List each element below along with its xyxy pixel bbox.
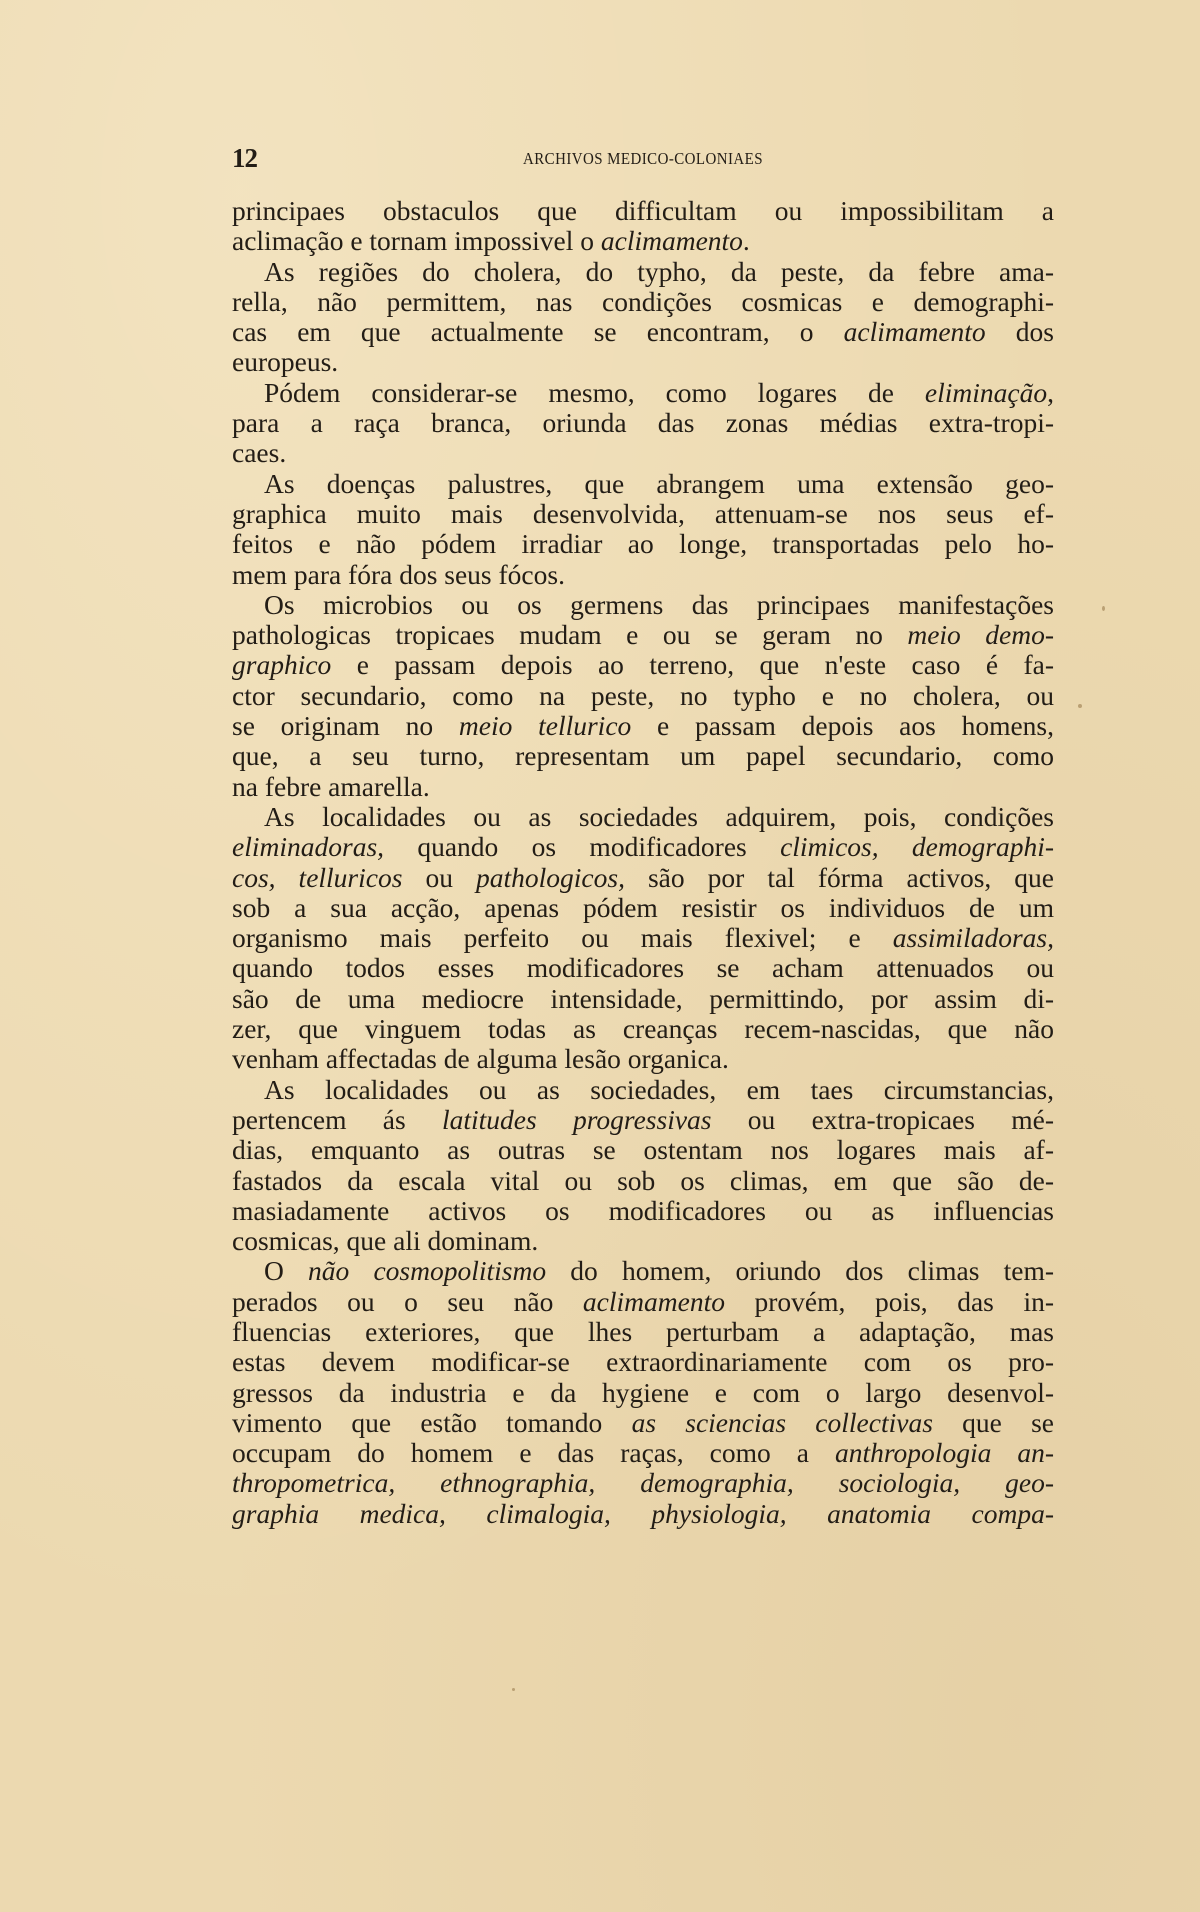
text-line — [232, 1075, 1054, 1105]
italic-text: latitudes progressivas — [441, 1103, 712, 1135]
text-run: As localidades ou as sociedades, em taes circumstancias, — [264, 1073, 1054, 1105]
text-run: . — [742, 225, 750, 257]
text-run: e passam depois ao terreno, que n'este caso é fa- — [331, 649, 1054, 681]
text-line — [232, 438, 1054, 468]
text-line — [232, 1468, 1054, 1498]
italic-text: meio tellurico — [458, 710, 632, 742]
italic-text: assimiladoras, — [892, 922, 1054, 954]
text-line — [232, 1256, 1054, 1286]
running-header — [232, 143, 1054, 173]
text-run: Pódem considerar-se mesmo, como logares de — [264, 376, 925, 408]
journal-title: ARCHIVOS MEDICO-COLONIAES — [523, 149, 763, 168]
text-line — [232, 650, 1054, 680]
italic-text: thropometrica, ethnographia, demographia, sociologia, geo- — [232, 1467, 1054, 1499]
text-line — [232, 802, 1054, 832]
italic-text: anthropologia an- — [834, 1437, 1055, 1469]
text-run: e passam depois aos homens, — [631, 710, 1054, 742]
text-run: caes. — [232, 437, 287, 469]
text-line — [232, 893, 1054, 923]
text-line — [232, 620, 1054, 650]
text-run: pathologicas tropicaes mudam e ou se geram no — [232, 619, 908, 651]
italic-text: aclimamento — [843, 316, 986, 348]
paper-speck — [1078, 704, 1082, 708]
text-line — [232, 378, 1054, 408]
text-run: fluencias exteriores, que lhes perturbam a adaptação, mas — [232, 1315, 1054, 1347]
text-line — [232, 953, 1054, 983]
paper-speck — [1102, 606, 1105, 611]
italic-text: graphia medica, climalogia, physiologia, anatomia compa- — [232, 1497, 1054, 1529]
text-line — [232, 1287, 1054, 1317]
italic-text: aclimamento — [600, 225, 743, 257]
text-run: fastados da escala vital ou sob os climas, em que são de- — [232, 1164, 1054, 1196]
text-run: As localidades ou as sociedades adquirem, pois, condições — [264, 800, 1054, 832]
text-run: occupam do homem e das raças, como a — [232, 1437, 835, 1469]
text-line — [232, 1166, 1054, 1196]
text-run: provém, pois, das in- — [724, 1285, 1054, 1317]
text-line — [232, 741, 1054, 771]
text-line — [232, 984, 1054, 1014]
text-line — [232, 711, 1054, 741]
text-run: zer, que vinguem todas as creanças recem-nascidas, que não — [232, 1013, 1054, 1045]
text-run: cas em que actualmente se encontram, o — [232, 316, 844, 348]
text-run: dos — [985, 316, 1054, 348]
text-run: sob a sua acção, apenas pódem resistir os individuos de um — [232, 891, 1054, 923]
text-run: cosmicas, que ali dominam. — [232, 1225, 539, 1257]
text-run: principaes obstaculos que difficultam ou impossibilitam a — [232, 195, 1054, 226]
text-line — [232, 1347, 1054, 1377]
text-line — [232, 257, 1054, 287]
text-line — [232, 317, 1054, 347]
text-run: do homem, oriundo dos climas tem- — [546, 1255, 1054, 1287]
text-run: , — [1047, 376, 1054, 408]
text-line — [232, 1226, 1054, 1256]
text-run: ctor secundario, como na peste, no typho e no cholera, ou — [232, 679, 1054, 711]
text-line — [232, 1408, 1054, 1438]
text-line — [232, 863, 1054, 893]
text-run: mem para fóra dos seus fócos. — [232, 558, 565, 590]
text-line — [232, 1105, 1054, 1135]
text-line — [232, 1438, 1054, 1468]
text-line — [232, 1317, 1054, 1347]
text-run: para a raça branca, oriunda das zonas médias extra-tropi- — [232, 407, 1054, 439]
page-number: 12 — [232, 143, 257, 173]
text-run: são de uma mediocre intensidade, permittindo, por assim di- — [232, 982, 1054, 1014]
text-run: O — [264, 1255, 309, 1287]
text-line — [232, 287, 1054, 317]
text-run: aclimação e tornam impossivel o — [232, 225, 601, 257]
text-line — [232, 1196, 1054, 1226]
italic-text: as sciencias collectivas — [631, 1406, 933, 1438]
italic-text: aclimamento — [582, 1285, 725, 1317]
text-run: Os microbios ou os germens das principaes manifestações — [264, 588, 1054, 620]
text-run: estas devem modificar-se extraordinariamente com os pro- — [232, 1346, 1054, 1378]
text-line — [232, 1378, 1054, 1408]
italic-text: cos, telluricos — [232, 861, 403, 893]
text-line — [232, 832, 1054, 862]
text-line — [232, 226, 1054, 256]
text-line — [232, 1044, 1054, 1074]
text-run: masiadamente activos os modificadores ou as influencias — [232, 1194, 1054, 1226]
text-line — [232, 681, 1054, 711]
text-run: As doenças palustres, que abrangem uma extensão geo- — [264, 467, 1054, 499]
text-run: europeus. — [232, 346, 339, 378]
text-line — [232, 196, 1054, 226]
text-run: que se — [932, 1406, 1055, 1438]
text-line — [232, 923, 1054, 953]
text-line — [232, 529, 1054, 559]
text-line — [232, 1135, 1054, 1165]
text-run: se originam no — [232, 710, 459, 742]
text-run: vimento que estão tomando — [232, 1406, 632, 1438]
text-run: dias, emquanto as outras se ostentam nos logares mais af- — [232, 1134, 1054, 1166]
text-run: quando todos esses modificadores se acham attenuados ou — [232, 952, 1054, 984]
paper-speck — [512, 1688, 515, 1691]
text-line — [232, 1499, 1054, 1529]
text-run: pertencem ás — [232, 1103, 442, 1135]
italic-text: graphico — [232, 649, 332, 681]
text-run: na febre amarella. — [232, 770, 430, 802]
italic-text: não cosmopolitismo — [308, 1255, 547, 1287]
text-line — [232, 347, 1054, 377]
italic-text: meio demo- — [907, 619, 1054, 651]
text-run: ou — [402, 861, 476, 893]
italic-text: pathologicos, — [475, 861, 625, 893]
text-run: graphica muito mais desenvolvida, attenuam-se nos seus ef- — [232, 497, 1054, 529]
text-line — [232, 499, 1054, 529]
body-text — [232, 196, 1054, 1529]
text-line — [232, 590, 1054, 620]
text-line — [232, 469, 1054, 499]
text-line — [232, 772, 1054, 802]
text-run: ou extra-tropicaes mé- — [711, 1103, 1054, 1135]
text-line — [232, 1014, 1054, 1044]
text-run: gressos da industria e da hygiene e com o largo desenvol- — [232, 1376, 1054, 1408]
text-run: perados ou o seu não — [232, 1285, 583, 1317]
text-run: organismo mais perfeito ou mais flexivel; e — [232, 922, 893, 954]
text-run: quando os modificadores — [384, 831, 781, 863]
text-run: venham affectadas de alguma lesão organica. — [232, 1043, 729, 1075]
text-run: que, a seu turno, representam um papel secundario, como — [232, 740, 1054, 772]
italic-text: climicos, demographi- — [780, 831, 1054, 863]
italic-text: eliminação — [924, 376, 1048, 408]
text-run: rella, não permittem, nas condições cosmicas e demographi- — [232, 285, 1054, 317]
text-line — [232, 408, 1054, 438]
italic-text: eliminadoras, — [232, 831, 385, 863]
text-run: feitos e não pódem irradiar ao longe, transportadas pelo ho- — [232, 528, 1054, 560]
text-line — [232, 560, 1054, 590]
text-run: As regiões do cholera, do typho, da peste, da febre ama- — [264, 255, 1054, 287]
text-run: são por tal fórma activos, que — [624, 861, 1054, 893]
